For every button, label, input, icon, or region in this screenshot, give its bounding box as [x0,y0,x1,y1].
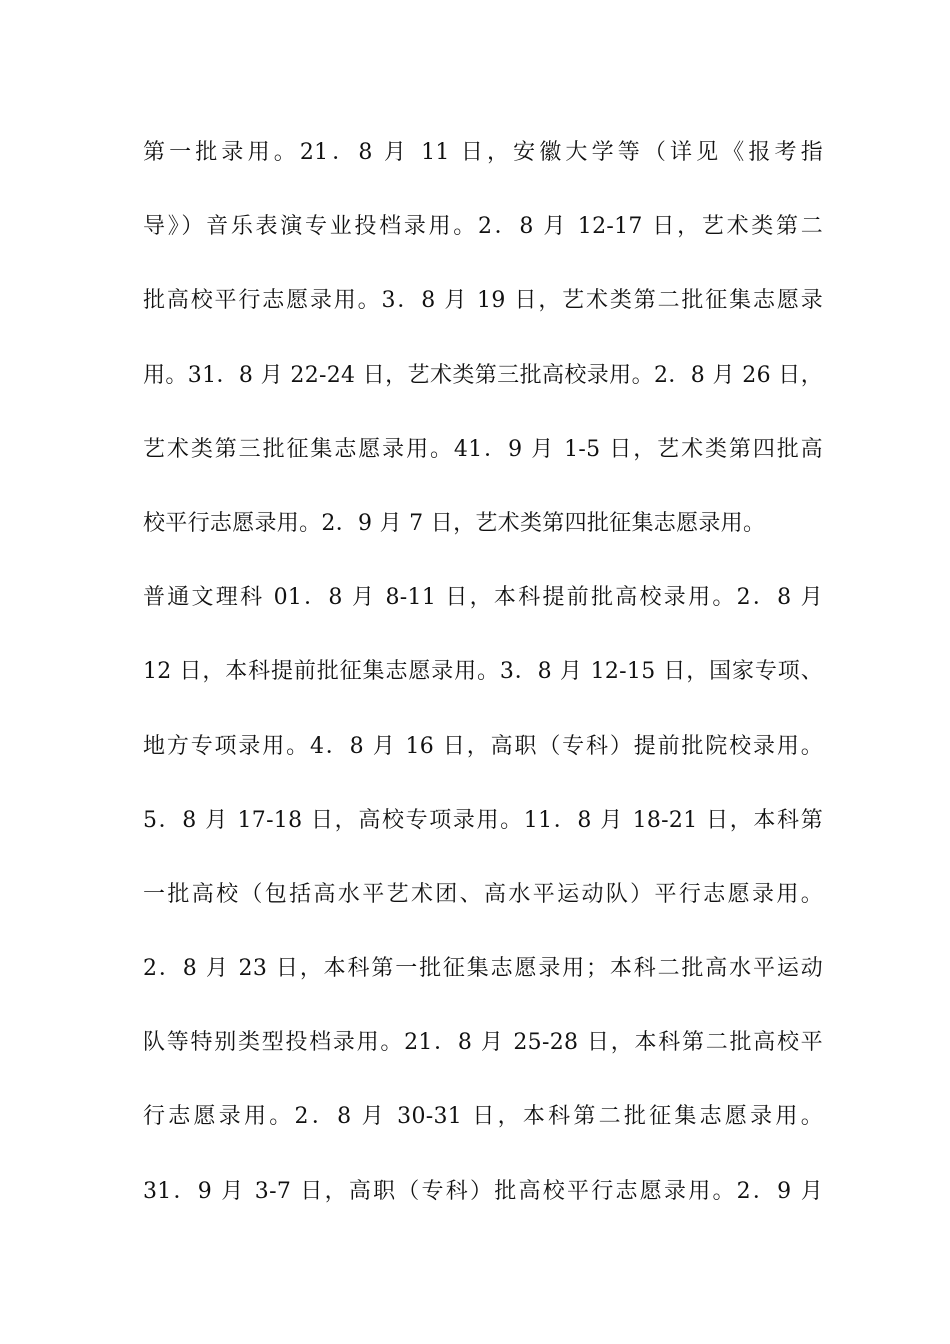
text-line: 队等特别类型投档录用。21．8 月 25-28 日，本科第二批高校平 [143,1030,823,1056]
text-line: 31．9 月 3-7 日，高职（专科）批高校平行志愿录用。2．9 月 [143,1178,823,1204]
text-line: 校平行志愿录用。2．9 月 7 日，艺术类第四批征集志愿录用。 [143,510,766,536]
text-line: 行志愿录用。2．8 月 30-31 日，本科第二批征集志愿录用。 [143,1104,823,1130]
text-line: 12 日，本科提前批征集志愿录用。3．8 月 12-15 日，国家专项、 [143,659,823,685]
text-line: 2．8 月 23 日，本科第一批征集志愿录用；本科二批高水平运动 [143,956,823,982]
text-line: 普通文理科 01．8 月 8-11 日，本科提前批高校录用。2．8 月 [143,585,823,611]
text-line: 一批高校（包括高水平艺术团、高水平运动队）平行志愿录用。 [143,881,823,907]
text-line: 艺术类第三批征集志愿录用。41．9 月 1-5 日，艺术类第四批高 [143,436,823,462]
text-line: 用。31．8 月 22-24 日，艺术类第三批高校录用。2．8 月 26 日， [143,362,823,388]
text-line: 导》）音乐表演专业投档录用。2．8 月 12-17 日，艺术类第二 [143,214,823,240]
text-line: 地方专项录用。4．8 月 16 日，高职（专科）提前批院校录用。 [143,733,823,759]
text-line: 5．8 月 17-18 日，高校专项录用。11．8 月 18-21 日，本科第 [143,807,823,833]
text-line: 批高校平行志愿录用。3．8 月 19 日，艺术类第二批征集志愿录 [143,288,823,314]
text-line: 第一批录用。21．8 月 11 日，安徽大学等（详见《报考指 [143,140,823,165]
body-text [143,133,823,1246]
